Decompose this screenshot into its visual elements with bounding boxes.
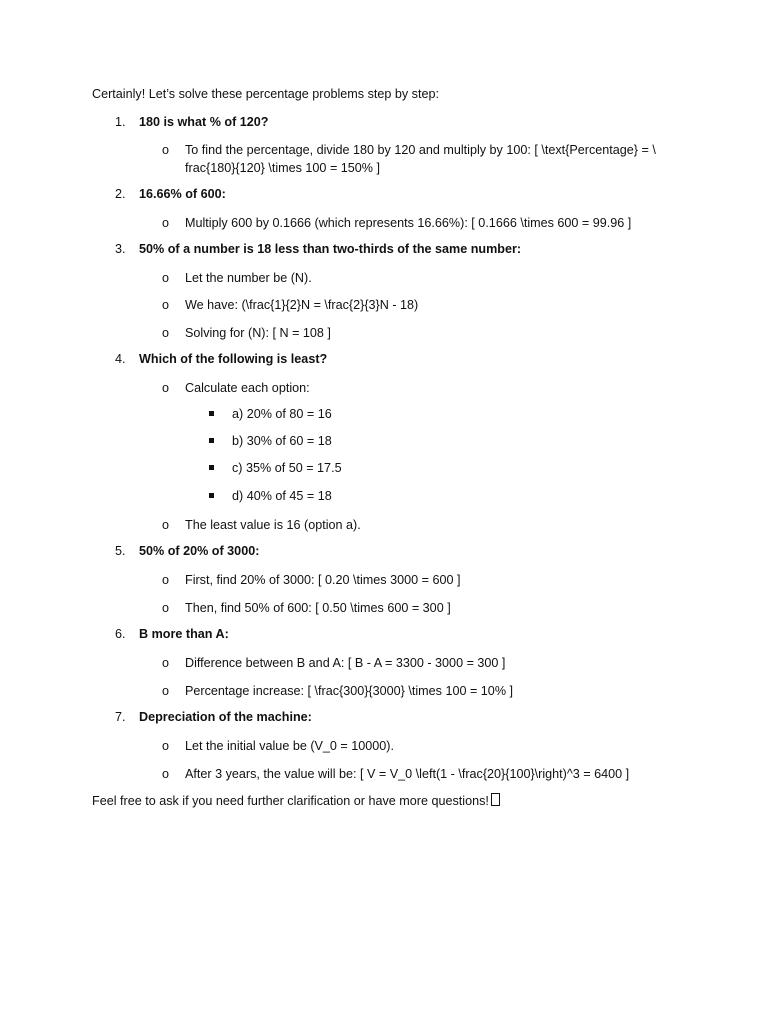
sub-bullet: [162, 324, 682, 342]
item-number: 7.: [115, 710, 126, 724]
bullet-text: Percentage increase: [ \frac{300}{3000} \times 100 = 10% ]: [185, 684, 514, 698]
square-bullet-icon: [209, 465, 214, 470]
option-item: [209, 461, 342, 475]
bullet-marker: o: [162, 601, 170, 615]
option-text: d) 40% of 45 = 18: [232, 489, 332, 503]
bullet-text: First, find 20% of 3000: [ 0.20 \times 3000 = 600 ]: [185, 573, 461, 587]
bullet-text: To find the percentage, divide 180 by 120 and multiply by 100: [ \text{Percentage} = \ frac{180}{120} \times 100 = 150% ]: [185, 143, 656, 175]
closing-text: Feel free to ask if you need further clarification or have more questions!: [92, 794, 489, 808]
sub-bullet: [162, 599, 682, 617]
bullet-marker: o: [162, 656, 170, 670]
closing-paragraph: [92, 793, 500, 808]
square-bullet-icon: [209, 438, 214, 443]
bullet-marker: o: [162, 684, 170, 698]
sub-bullet: [162, 269, 682, 287]
square-bullet-icon: [209, 411, 214, 416]
sub-bullet: [162, 141, 682, 177]
bullet-marker: o: [162, 216, 170, 230]
list-item-3: [115, 242, 521, 256]
sub-bullet: [162, 379, 682, 397]
bullet-text: Multiply 600 by 0.1666 (which represents 16.66%): [ 0.1666 \times 600 = 99.96 ]: [185, 216, 632, 230]
item-number: 3.: [115, 242, 126, 256]
bullet-text: After 3 years, the value will be: [ V = V_0 \left(1 - \frac{20}{100}\right)^3 = 6400 ]: [185, 767, 630, 781]
item-heading: 180 is what % of 120?: [139, 115, 269, 129]
sub-bullet: [162, 516, 682, 534]
sub-bullet: [162, 296, 682, 314]
list-item-2: [115, 187, 226, 201]
item-number: 6.: [115, 627, 126, 641]
bullet-marker: o: [162, 326, 170, 340]
bullet-marker: o: [162, 518, 170, 532]
item-heading: 16.66% of 600:: [139, 187, 226, 201]
sub-bullet: [162, 214, 682, 232]
bullet-text: Difference between B and A: [ B - A = 3300 - 3000 = 300 ]: [185, 656, 506, 670]
list-item-7: [115, 710, 312, 724]
missing-emoji-icon: [491, 793, 500, 806]
sub-bullet: [162, 682, 682, 700]
bullet-text: Then, find 50% of 600: [ 0.50 \times 600 = 300 ]: [185, 601, 451, 615]
list-item-5: [115, 544, 259, 558]
bullet-text: Calculate each option:: [185, 381, 310, 395]
intro-paragraph: Certainly! Let’s solve these percentage problems step by step:: [92, 87, 439, 101]
sub-bullet: [162, 571, 682, 589]
bullet-text: Let the number be (N).: [185, 271, 312, 285]
bullet-marker: o: [162, 573, 170, 587]
sub-bullet: [162, 654, 682, 672]
option-item: [209, 407, 332, 421]
item-heading: Which of the following is least?: [139, 352, 328, 366]
item-number: 1.: [115, 115, 126, 129]
option-text: b) 30% of 60 = 18: [232, 434, 332, 448]
bullet-text: The least value is 16 (option a).: [185, 518, 361, 532]
item-heading: 50% of 20% of 3000:: [139, 544, 260, 558]
item-number: 4.: [115, 352, 126, 366]
bullet-text: We have: (\frac{1}{2}N = \frac{2}{3}N - 18): [185, 298, 419, 312]
item-heading: B more than A:: [139, 627, 229, 641]
bullet-marker: o: [162, 381, 170, 395]
bullet-text: Let the initial value be (V_0 = 10000).: [185, 739, 394, 753]
item-heading: 50% of a number is 18 less than two-thirds of the same number:: [139, 242, 522, 256]
item-heading: Depreciation of the machine:: [139, 710, 312, 724]
option-item: [209, 489, 332, 503]
bullet-marker: o: [162, 767, 170, 781]
item-number: 2.: [115, 187, 126, 201]
item-number: 5.: [115, 544, 126, 558]
list-item-6: [115, 627, 229, 641]
option-item: [209, 434, 332, 448]
sub-bullet: [162, 765, 682, 783]
list-item-1: [115, 115, 269, 129]
bullet-text: Solving for (N): [ N = 108 ]: [185, 326, 331, 340]
sub-bullet: [162, 737, 682, 755]
option-text: a) 20% of 80 = 16: [232, 407, 332, 421]
bullet-marker: o: [162, 143, 170, 157]
square-bullet-icon: [209, 493, 214, 498]
list-item-4: [115, 352, 327, 366]
bullet-marker: o: [162, 739, 170, 753]
bullet-marker: o: [162, 271, 170, 285]
option-text: c) 35% of 50 = 17.5: [232, 461, 342, 475]
bullet-marker: o: [162, 298, 170, 312]
